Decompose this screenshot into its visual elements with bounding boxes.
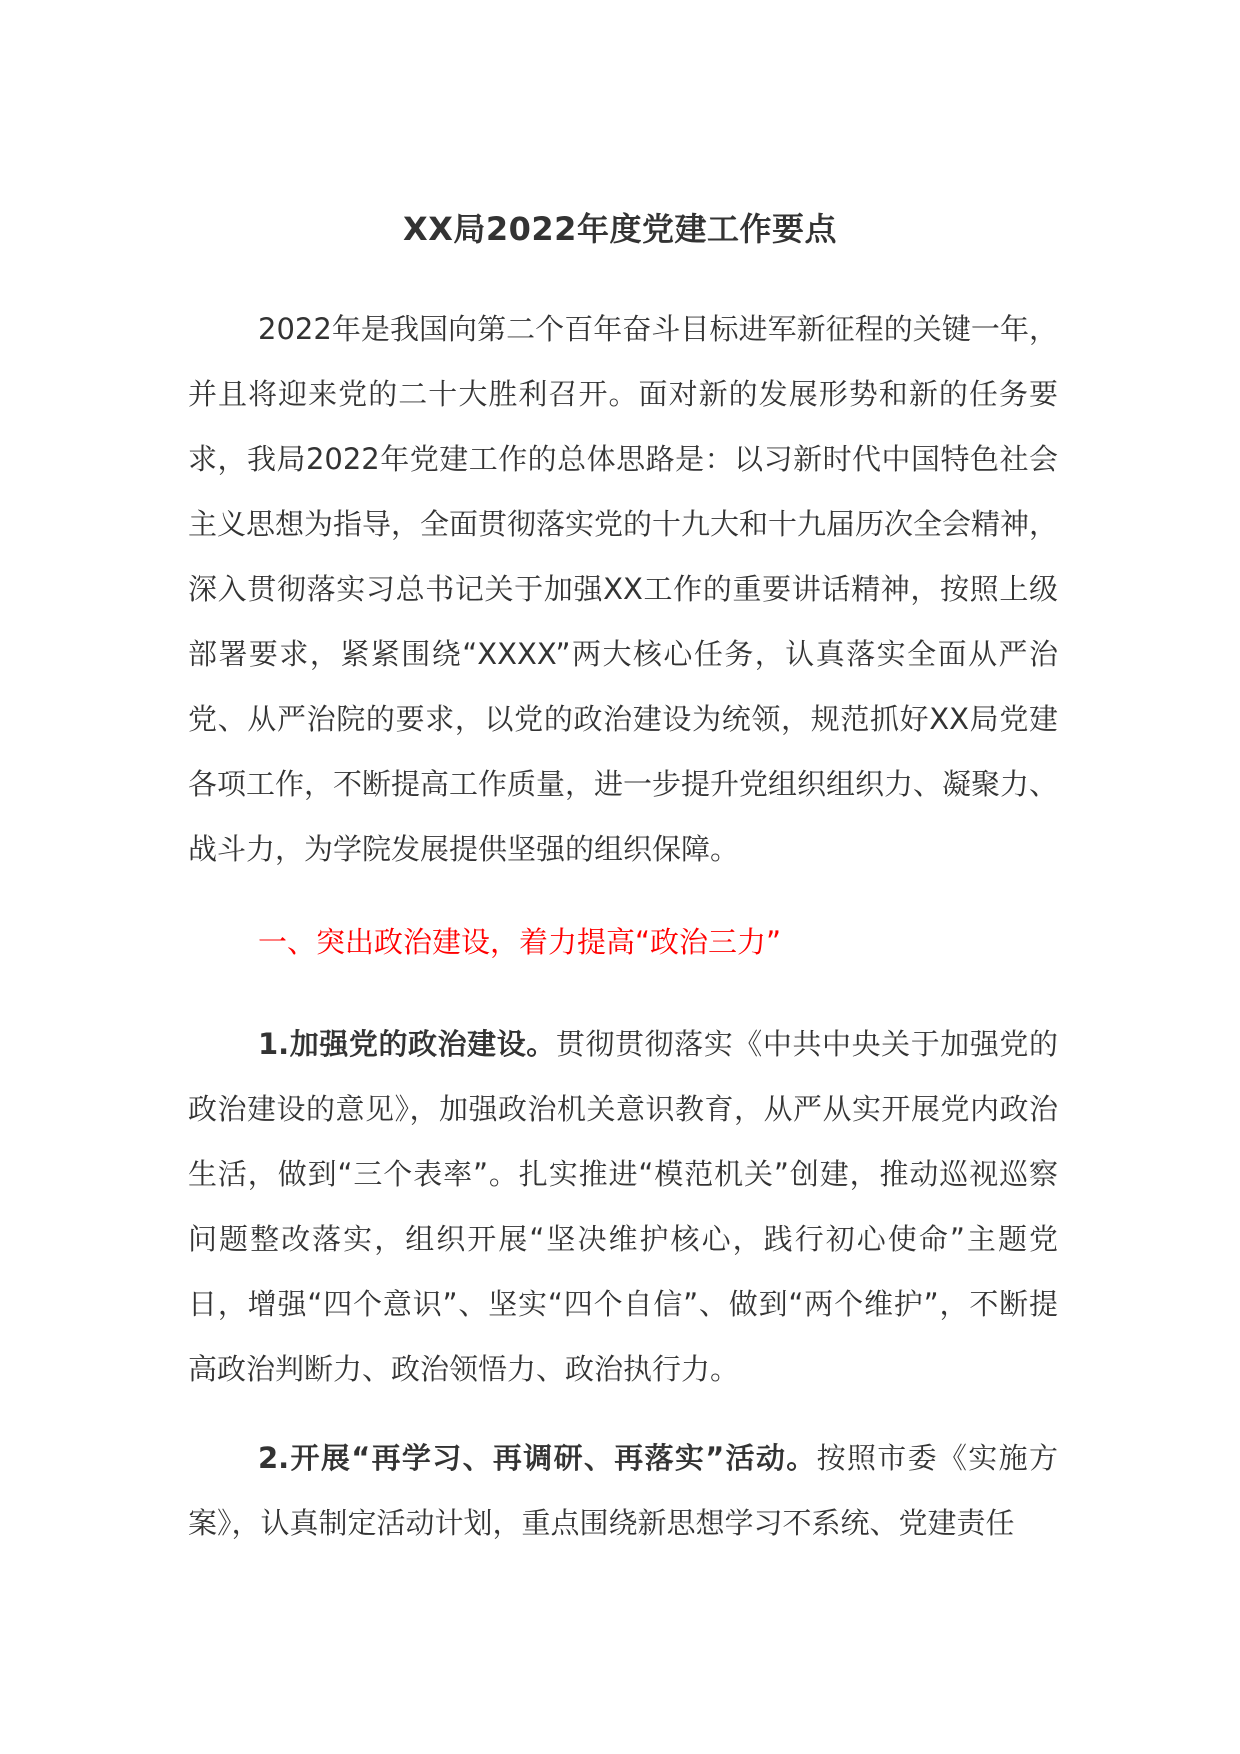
item-1-lead: 1.加强党的政治建设。 <box>258 1027 556 1061</box>
item-1-text: 贯彻贯彻落实《中共中央关于加强党的政治建设的意见》，加强政治机关意识教育，从严从实开展党内政治生活，做到“三个表率”。扎实推进“模范机关”创建，推动巡视巡察问题整改落实，组织开展“坚决维护核心，践行初心使命”主题党日，增强“四个意识”、坚实“四个自信”、做到“两个维护”，不断提高政治判断力、政治领悟力、政治执行力。 <box>188 1027 1058 1386</box>
item-2-paragraph <box>188 1426 1058 1556</box>
item-1-paragraph <box>188 1012 1058 1402</box>
item-2-text: 按照市委《实施方案》，认真制定活动计划，重点围绕新思想学习不系统、党建责任 <box>188 1441 1058 1540</box>
item-2-lead: 2.开展“再学习、再调研、再落实”活动。 <box>258 1441 817 1475</box>
intro-paragraph <box>188 297 1058 882</box>
intro-paragraph-text: 2022年是我国向第二个百年奋斗目标进军新征程的关键一年，并且将迎来党的二十大胜利召开。面对新的发展形势和新的任务要求，我局2022年党建工作的总体思路是：以习新时代中国特色社会主义思想为指导，全面贯彻落实党的十九大和十九届历次全会精神，深入贯彻落实习总书记关于加强XX工作的重要讲话精神，按照上级部署要求，紧紧围绕“XXXX”两大核心任务，认真落实全面从严治党、从严治院的要求，以党的政治建设为统领，规范抓好XX局党建各项工作，不断提高工作质量，进一步提升党组织组织力、凝聚力、战斗力，为学院发展提供坚强的组织保障。 <box>188 312 1059 866</box>
document-title: XX局2022年度党建工作要点 <box>403 210 837 248</box>
section-heading-1: 一、突出政治建设，着力提高“政治三力” <box>258 925 782 959</box>
